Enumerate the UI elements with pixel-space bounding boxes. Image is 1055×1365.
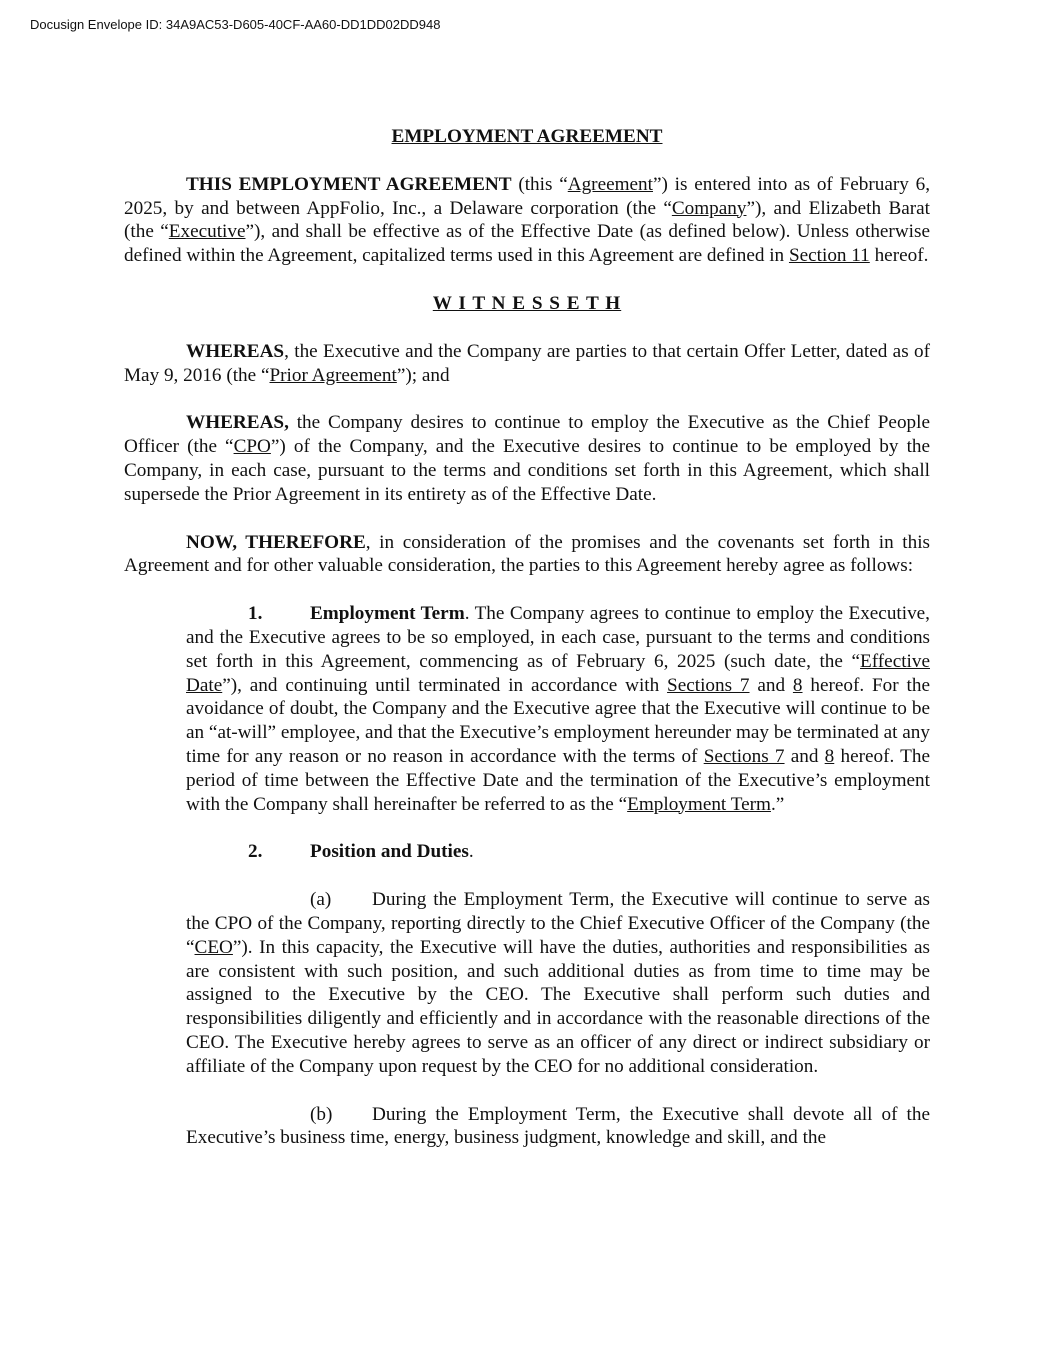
- text: , in consideration of the promises and the covenants set forth in this Agreement and for other valuable consideration, the parties to this Agreement hereby agree as follows:: [124, 531, 930, 577]
- text: During the Employment Term, the Executive shall devote all of the Executive’s business time, energy, business judgment, knowledge and skill, and the: [186, 1103, 930, 1149]
- defined-term-agreement: Agreement: [567, 173, 653, 195]
- text: ”) of the Company, and the Executive desires to continue to be employed by the Company, in each case, pursuant to the terms and conditions set forth in this Agreement, which shall supersede the Prior Agreement in its entirety as of the Effective Date.: [124, 436, 931, 505]
- section-heading: Position and Duties: [310, 841, 469, 863]
- document-body: [124, 125, 930, 1174]
- section-2: [186, 840, 930, 864]
- text: .: [468, 841, 474, 863]
- text: .”: [770, 793, 785, 815]
- section-1: [186, 602, 930, 816]
- section-reference: 8: [792, 674, 803, 696]
- text: ”); and: [396, 364, 450, 386]
- text: and: [784, 745, 825, 767]
- now-therefore-paragraph: [124, 531, 930, 579]
- defined-term-company: Company: [671, 197, 747, 219]
- whereas-paragraph-2: [124, 411, 930, 506]
- text: ”), and shall be effective as of the Effective Date (as defined below). Unless otherwise defined within the Agreement, capitalized terms used in this Agreement are defined in: [124, 221, 930, 267]
- section-reference: Sections 7: [667, 674, 750, 696]
- defined-term-executive: Executive: [168, 221, 246, 243]
- text: hereof.: [869, 245, 929, 267]
- text: ”), and Elizabeth Barat (the “: [124, 197, 930, 243]
- text: hereof. The period of time between the Effective Date and the termination of the Executive’s employment with the Company shall hereinafter be referred to as the “: [186, 745, 930, 815]
- whereas-paragraph-1: [124, 340, 930, 388]
- subsection-b: [186, 1103, 930, 1151]
- intro-lead: THIS EMPLOYMENT AGREEMENT: [186, 173, 512, 195]
- now-therefore-lead: NOW, THEREFORE: [186, 531, 366, 553]
- defined-term-cpo: CPO: [233, 436, 271, 458]
- text: During the Employment Term, the Executive will continue to serve as the CPO of the Company, reporting directly to the Chief Executive Officer of the Company (the “: [186, 889, 930, 958]
- text: and: [749, 674, 793, 696]
- section-reference: Sections 7: [703, 745, 785, 767]
- defined-term-employment-term: Employment Term: [627, 793, 771, 815]
- section-reference: 8: [824, 745, 835, 767]
- document-title: EMPLOYMENT AGREEMENT: [391, 126, 663, 147]
- defined-term-prior-agreement: Prior Agreement: [269, 364, 397, 386]
- whereas-lead: WHEREAS: [186, 340, 285, 362]
- defined-term-ceo: CEO: [194, 936, 233, 958]
- text: ”), and continuing until terminated in accordance with: [222, 674, 668, 696]
- intro-paragraph: [124, 173, 930, 268]
- envelope-id: Docusign Envelope ID: 34A9AC53-D605-40CF-AA60-DD1DD02DD948: [30, 17, 441, 32]
- subsection-label: (a): [310, 889, 332, 911]
- text: ”). In this capacity, the Executive will have the duties, authorities and responsibilities as are consistent with such position, and such additional duties as from time to time may be assigned to the Executive by the CEO. The Executive shall perform such duties and responsibilities diligently and efficiently and in accordance with the reasonable directions of the CEO. The Executive hereby agrees to serve as an officer of any direct or indirect subsidiary or affiliate of the Company upon request by the CEO for no additional consideration.: [186, 936, 930, 1077]
- section-heading: Employment Term: [310, 603, 465, 625]
- section-number: 1.: [248, 603, 263, 625]
- whereas-lead: WHEREAS,: [186, 412, 289, 434]
- section-reference: Section 11: [788, 245, 870, 267]
- text: . The Company agrees to continue to employ the Executive, and the Executive agrees to be so employed, in each case, pursuant to the terms and conditions set forth in this Agreement, commencing as of February 6, 2025 (such date, the “: [186, 603, 930, 672]
- text: , the Executive and the Company are parties to that certain Offer Letter, dated as of May 9, 2016 (the “: [124, 340, 930, 386]
- text: ”) is entered into as of February 6, 2025, by and between AppFolio, Inc., a Delaware corporation (the “: [124, 173, 930, 219]
- subsection-label: (b): [310, 1103, 333, 1125]
- subsection-a: [186, 888, 930, 1078]
- text: the Company desires to continue to employ the Executive as the Chief People Officer (the “: [124, 412, 930, 458]
- defined-term-effective-date: Effective Date: [186, 650, 930, 696]
- section-number: 2.: [248, 841, 263, 863]
- witnesseth-heading: W I T N E S S E T H: [432, 292, 622, 314]
- text: hereof. For the avoidance of doubt, the Company and the Executive agree that the Executive will continue to be an “at-will” employee, and that the Executive’s employment hereunder may be terminated at any time for any reason or no reason in accordance with the terms of: [186, 674, 930, 767]
- text: (this “: [511, 173, 568, 195]
